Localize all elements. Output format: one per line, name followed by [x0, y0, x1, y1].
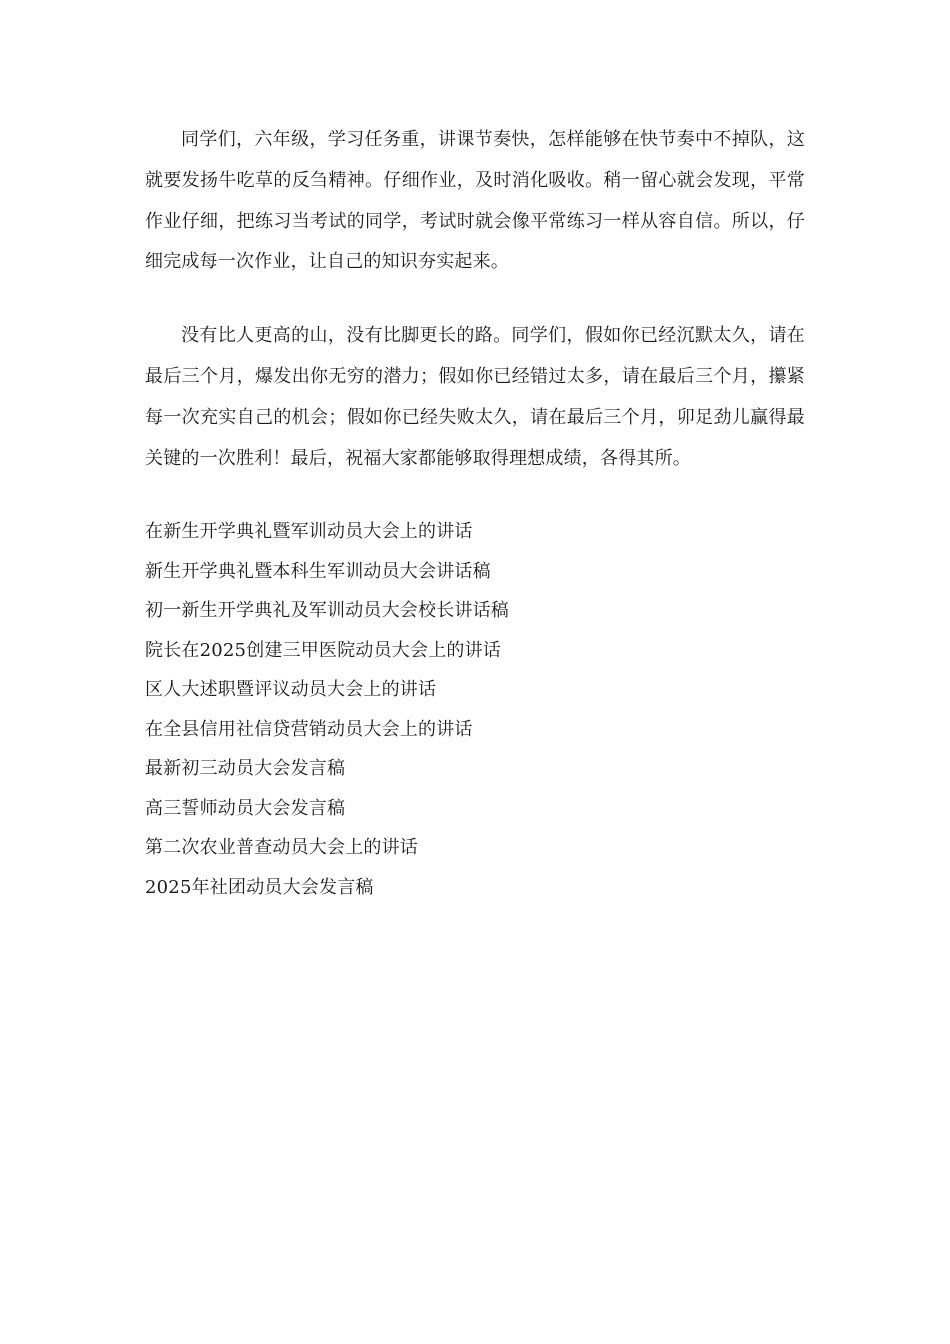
body-paragraph: 没有比人更高的山，没有比脚更长的路。同学们，假如你已经沉默太久，请在最后三个月，爆发出你无穷的潜力；假如你已经错过太多，请在最后三个月，攥紧每一次充实自己的机会；假如你已经失败太久，请在最后三个月，卯足劲儿赢得最关键的一次胜利！最后，祝福大家都能够取得理想成绩，各得其所。: [145, 325, 805, 469]
related-article-link[interactable]: 第二次农业普查动员大会上的讲话: [145, 837, 418, 859]
related-article-link[interactable]: 最新初三动员大会发言稿: [145, 758, 346, 780]
related-article-link[interactable]: 高三誓师动员大会发言稿: [145, 797, 346, 819]
related-article-link[interactable]: 初一新生开学典礼及军训动员大会校长讲话稿: [145, 600, 509, 622]
related-article-link[interactable]: 新生开学典礼暨本科生军训动员大会讲话稿: [145, 560, 491, 582]
body-paragraph: 同学们，六年级，学习任务重，讲课节奏快，怎样能够在快节奏中不掉队，这就要发扬牛吃草的反刍精神。仔细作业，及时消化吸收。稍一留心就会发现，平常作业仔细，把练习当考试的同学，考试时就会像平常练习一样从容自信。所以，仔细完成每一次作业，让自己的知识夯实起来。: [145, 129, 805, 273]
document-body: [145, 120, 805, 907]
related-articles-list: [145, 512, 805, 907]
related-article-link[interactable]: 在新生开学典礼暨军训动员大会上的讲话: [145, 521, 473, 543]
related-article-link[interactable]: 2025年社团动员大会发言稿: [145, 876, 374, 898]
related-article-link[interactable]: 区人大述职暨评议动员大会上的讲话: [145, 679, 437, 701]
related-article-link[interactable]: 在全县信用社信贷营销动员大会上的讲话: [145, 718, 473, 740]
related-article-link[interactable]: 院长在2025创建三甲医院动员大会上的讲话: [145, 639, 502, 661]
